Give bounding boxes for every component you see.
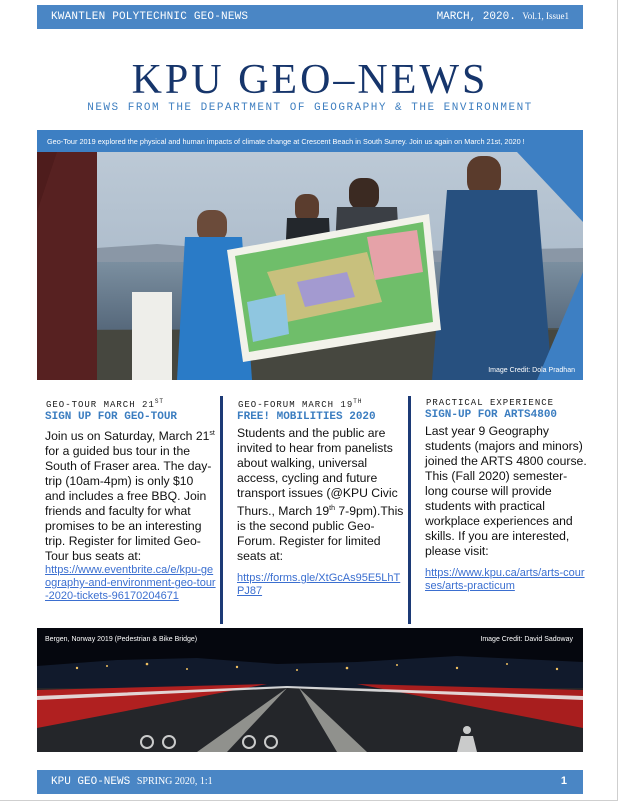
masthead-title: KPU GEO–NEWS — [131, 57, 489, 103]
body-text: for a guided bus tour in the South of Fraser area. The day-trip (10am-4pm) is only $10 and includes a free BBQ. Join friends and faculty for what promises to be an interesting trip. Register for limited Geo-Tour bus seats at: — [45, 444, 212, 564]
photo-caption-bar: Geo-Tour 2019 explored the physical and human impacts of climate change at Crescent Beach in South Surrey. Join us again on March 21st, 2020 ! — [37, 130, 583, 152]
header-date: MARCH, 2020. — [436, 11, 516, 23]
article-headline: SIGN UP FOR GEO-TOUR — [45, 411, 178, 423]
body-superscript: th — [329, 505, 335, 512]
body-superscript: st — [209, 430, 215, 437]
kicker-text: GEO-FORUM MARCH 19 — [238, 400, 354, 410]
geo-tour-photo-art — [37, 152, 583, 380]
header-volume: Vol.1, Issue1 — [522, 11, 569, 21]
bergen-photo-caption: Bergen, Norway 2019 (Pedestrian & Bike Bridge) — [45, 636, 198, 643]
body-text: 7-9pm).This is the second public Geo-Forum. Register for limited seats at: — [237, 504, 404, 564]
article-geo-forum — [229, 398, 404, 598]
practicum-link[interactable]: https://www.kpu.ca/arts/arts-courses/arts-practicum — [425, 567, 585, 592]
footer-edition: SPRING 2020, 1:1 — [136, 776, 213, 787]
article-body — [229, 426, 404, 564]
footer-publication — [51, 776, 213, 788]
column-divider — [220, 396, 223, 624]
body-text: Students and the public are invited to hear from panelists about walking, universal access, cycling and future transport issues (@KPU Civic Thurs., March 19 — [237, 426, 398, 519]
header-publication: KWANTLEN POLYTECHNIC GEO-NEWS — [51, 11, 249, 23]
article-headline: FREE! MOBILITIES 2020 — [237, 411, 376, 423]
footer-bar — [37, 770, 583, 794]
article-body: Last year 9 Geography students (majors and minors) joined the ARTS 4800 course. This (Fall 2020) semester-long course will provide students with practical workplace experiences and skills. If you are interested, please visit: — [425, 424, 587, 558]
kicker-superscript: ST — [154, 398, 165, 405]
bergen-bridge-photo-art — [37, 628, 583, 752]
header-date-issue — [437, 11, 569, 23]
article-kicker — [229, 398, 404, 410]
kicker-text: GEO-TOUR MARCH 21 — [46, 400, 155, 410]
google-forms-link[interactable]: https://forms.gle/XtGcAs95E5LhTPJ87 — [237, 572, 401, 598]
body-text: Join us on Saturday, March 21 — [45, 429, 210, 444]
bergen-bridge-photo — [37, 628, 583, 752]
column-divider — [408, 396, 411, 624]
masthead-subtitle: NEWS FROM THE DEPARTMENT OF GEOGRAPHY & THE ENVIRONMENT — [87, 102, 533, 114]
header-bar — [37, 5, 583, 29]
article-headline: SIGN-UP FOR ARTS4800 — [425, 409, 558, 421]
article-practicum — [417, 398, 587, 593]
footer-title: KPU GEO-NEWS — [51, 776, 131, 788]
article-geo-tour — [37, 398, 217, 603]
article-kicker — [37, 398, 217, 410]
geo-tour-photo — [37, 152, 583, 380]
eventbrite-link[interactable]: https://www.eventbrite.ca/e/kpu-geography-and-environment-geo-tour-2020-tickets-96170204671 — [45, 564, 216, 603]
kicker-superscript: TH — [353, 398, 363, 405]
geo-tour-photo-credit: Image Credit: Dola Pradhan — [488, 367, 575, 374]
bergen-photo-credit: Image Credit: David Sadoway — [480, 636, 573, 643]
article-kicker: PRACTICAL EXPERIENCE — [426, 398, 555, 408]
page-number: 1 — [560, 775, 567, 787]
article-body — [37, 426, 217, 564]
